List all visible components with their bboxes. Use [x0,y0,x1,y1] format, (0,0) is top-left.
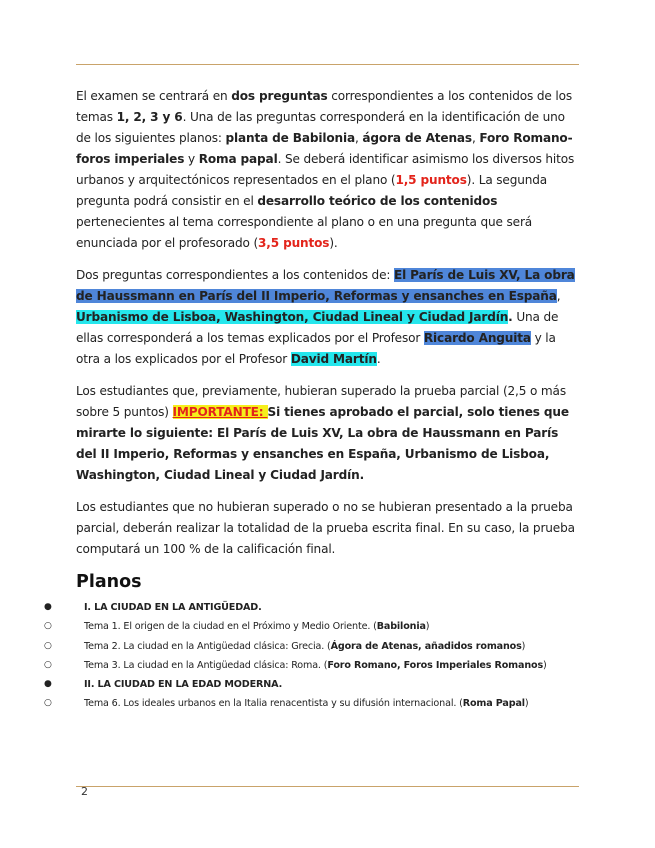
header-rule [76,64,579,65]
text-run: , [471,131,480,145]
bold-text: Babilonia [376,621,426,633]
text-run: El examen se centrará en [76,89,232,103]
text-run: Dos preguntas correspondientes a los contenidos de: [76,268,394,282]
bold-text: Roma Papal [462,698,525,710]
list-item [44,694,602,713]
text-run: y [184,152,199,166]
highlight-cyan: Urbanismo de Lisboa, Washington, Ciudad Lineal y Ciudad Jardín [76,310,509,324]
filled-bullet-icon: ● [44,602,52,612]
bold-text: Si tienes aprobado el parcial, solo tienes que mirarte lo siguiente: El París de Luis XV, La obra de Haussmann en París del II Imperio, Reformas y ensanches en España, Urbanismo de Lisboa, Washington, Ciudad Lineal y Ciudad Jardín. [76,405,569,482]
bold-text: Foro Romano-foros imperiales [76,131,573,166]
text-run: Los estudiantes que no hubieran superado o no se hubieran presentado a la prueba parcial, deberán realizar la totalidad de la prueba escrita final. En su caso, la prueba computará un 100 % de la calificación final. [76,500,575,556]
footer-rule [76,786,579,787]
text-run: correspondientes a los contenidos de los temas [76,89,573,124]
text-run: , [556,289,561,303]
list-item [44,637,602,656]
bold-text: 1, 2, 3 y 6 [116,110,183,124]
list-item [44,598,602,617]
list-item-text: Tema 3. La ciudad en la Antigüedad clásica: Roma. ( [84,659,328,671]
paragraph-second-part [76,265,579,370]
points-highlight: 1,5 puntos [395,173,467,187]
bold-text: . [508,310,513,324]
bold-text: dos preguntas [231,89,328,103]
text-run: . Se deberá identificar asimismo los diversos hitos urbanos y arquitectónicos representados en el plano ( [76,152,575,187]
important-label: IMPORTANTE: [172,405,268,419]
text-run: ). [329,236,338,250]
text-run: y la otra a los explicados por el Profesor [76,331,556,366]
paragraph-partial-exam [76,381,579,486]
text-run: ) [543,659,547,671]
list-item-text: Tema 6. Los ideales urbanos en la Italia renacentista y su difusión internacional. ( [84,698,463,710]
text-run: ) [521,640,526,652]
text-run: . Una de las preguntas corresponderá en la identificación de uno de los siguientes planos: [76,110,565,145]
bold-text: Ágora de Atenas, añadidos romanos [330,640,522,652]
section-heading-planos: Planos [76,572,142,592]
text-run: ) [524,698,529,710]
highlight-blue: Ricardo Anguita [423,331,531,345]
hollow-bullet-icon: ○ [44,640,52,651]
hollow-bullet-icon: ○ [44,621,52,632]
list-item-text: Tema 2. La ciudad en la Antigüedad clásica: Grecia. ( [84,640,331,652]
list-item [44,656,602,675]
planos-list [44,598,602,714]
filled-bullet-icon: ● [44,679,52,690]
text-run: . [376,352,381,366]
text-run: , [355,131,363,145]
hollow-bullet-icon: ○ [44,698,52,709]
text-run: ). La segunda pregunta podrá consistir en el [76,173,548,208]
highlight-cyan: David Martín [290,352,377,366]
list-item [44,675,602,694]
points-highlight: 3,5 puntos [258,236,330,250]
text-run: Los estudiantes que, previamente, hubieran superado la prueba parcial (2,5 o más sobre 5 puntos) [76,384,566,419]
bold-text: planta de Babilonia [225,131,355,145]
bold-text: Foro Romano, Foros Imperiales Romanos [327,659,544,671]
paragraph-final-exam [76,497,579,560]
bold-text: desarrollo teórico de los contenidos [257,194,498,208]
text-run: ) [425,621,430,633]
bold-text: ágora de Atenas [362,131,472,145]
list-item-text: II. LA CIUDAD EN LA EDAD MODERNA. [84,679,283,691]
hollow-bullet-icon: ○ [44,659,52,670]
text-run: Una de ellas corresponderá a los temas explicados por el Profesor [76,310,559,345]
bold-text: Roma papal [198,152,278,166]
page-number: 2 [81,785,88,798]
list-item-text: I. LA CIUDAD EN LA ANTIGÜEDAD. [84,602,262,613]
highlight-blue: El París de Luis XV, La obra de Haussmann en París del II Imperio, Reformas y ensanches en España [76,268,575,303]
paragraph-exam-structure [76,86,579,254]
list-item-text: Tema 1. El origen de la ciudad en el Próximo y Medio Oriente. ( [84,621,377,633]
list-item [44,617,602,636]
text-run: pertenecientes al tema correspondiente al plano o en una pregunta que será enunciada por el profesorado ( [76,215,533,250]
document-body [44,86,579,714]
